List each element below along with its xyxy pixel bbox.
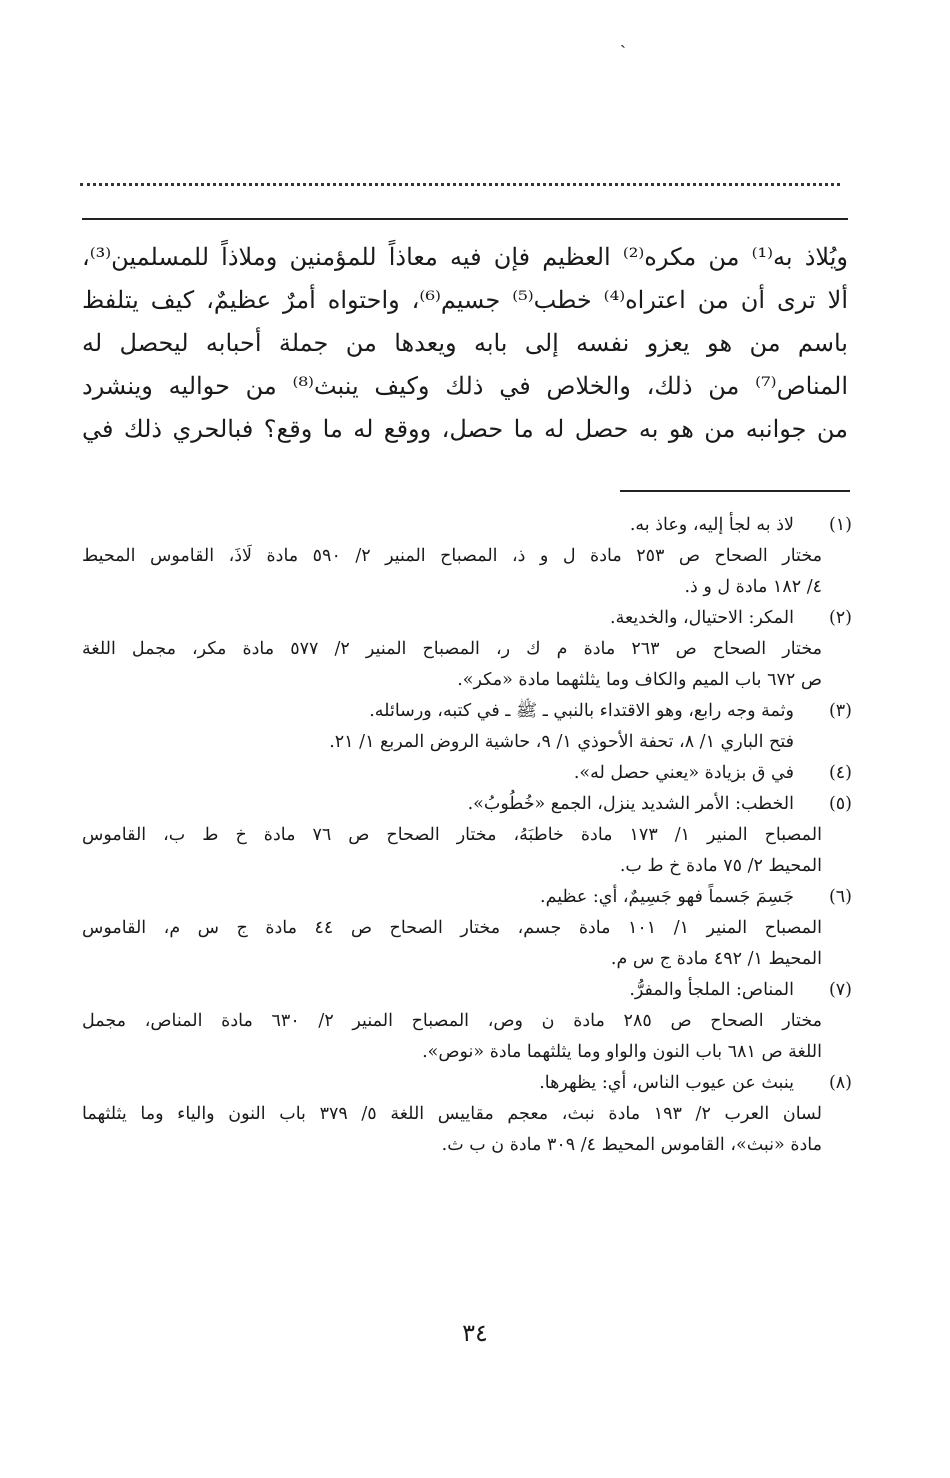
footnote-definition-text: ينبث عن عيوب الناس، أي: يظهرها. <box>539 1073 794 1093</box>
footnote-8 <box>82 1068 852 1161</box>
footnote-definition-text: المكر: الاحتيال، والخديعة. <box>610 608 794 628</box>
dotted-separator <box>80 170 840 186</box>
footnote-definition-text: المناص: الملجأ والمفرُّ. <box>629 980 794 1000</box>
footnote-source-line: المصباح المنير ١/ ١٠١ مادة جسم، مختار الصحاح ص ٤٤ مادة ج س م، القاموس <box>82 918 822 938</box>
footnote-source-line: المصباح المنير ١/ ١٧٣ مادة خاطبَهُ، مختار الصحاح ص ٧٦ مادة خ ط ب، القاموس <box>82 825 822 845</box>
footnote-source-line: ٤/ ١٨٢ مادة ل و ذ. <box>684 577 822 597</box>
footnote-definition-text: الخطب: الأمر الشديد ينزل، الجمع «خُطُوبُ». <box>467 794 794 814</box>
footnote-definition-text: وثمة وجه رابع، وهو الاقتداء بالنبي ـ ﷺ ـ في كتبه، ورسائله. <box>369 701 794 721</box>
footnote-definition <box>82 1068 852 1099</box>
footnote-source-line: ص ٦٧٢ باب الميم والكاف وما يثلثهما مادة «مكر». <box>457 670 822 690</box>
footnote-5 <box>82 789 852 882</box>
footnote-2 <box>82 603 852 696</box>
footnote-definition <box>82 696 852 727</box>
footnote-source-line: لسان العرب ٢/ ١٩٣ مادة نبث، معجم مقاييس اللغة ٥/ ٣٧٩ باب النون والياء وما يثلثهما <box>82 1104 822 1124</box>
footnote-source-line: مختار الصحاح ص ٢٨٥ مادة ن وص، المصباح المنير ٢/ ٦٣٠ مادة المناص، مجمل <box>82 1011 822 1031</box>
page-number: ٣٤ <box>462 1319 488 1347</box>
footnote-definition-text: جَسِمَ جَسماً فهو جَسِيمٌ، أي: عظيم. <box>540 887 794 907</box>
footnote-number: (٦) <box>828 887 852 907</box>
footnote-source-line: المحيط ٢/ ٧٥ مادة خ ط ب. <box>619 856 822 876</box>
footnote-number: (٤) <box>828 763 852 783</box>
footnote-definition <box>82 789 852 820</box>
main-text-line: من جوانبه من هو به حصل له ما حصل، ووقع له ما وقع؟ فبالحري ذلك في <box>82 415 848 443</box>
footnote-source-line: اللغة ص ٦٨١ باب النون والواو وما يثلثهما مادة «نوص». <box>422 1042 822 1062</box>
footnote-number: (٨) <box>828 1073 852 1093</box>
footnote-number: (٥) <box>828 794 852 814</box>
main-text <box>82 236 848 451</box>
footnote-source-line: فتح الباري ١/ ٨، تحفة الأحوذي ١/ ٩، حاشية الروض المربع ١/ ٢١. <box>329 732 794 752</box>
footnote-1 <box>82 510 852 603</box>
footnote-definition <box>82 882 852 913</box>
header-rule <box>82 218 848 220</box>
footnote-3 <box>82 696 852 758</box>
footnote-number: (٣) <box>828 701 852 721</box>
footnote-definition-text: في ق بزيادة «يعني حصل له». <box>573 763 794 783</box>
footnote-definition <box>82 603 852 634</box>
footnote-6 <box>82 882 852 975</box>
footnote-4 <box>82 758 852 789</box>
footnote-number: (٧) <box>828 980 852 1000</box>
footnotes <box>82 510 852 1161</box>
main-text-line: المناص⁽⁷⁾ من ذلك، والخلاص في ذلك وكيف ينبث⁽⁸⁾ من حواليه وينشرد <box>82 372 848 400</box>
footnote-7 <box>82 975 852 1068</box>
footnote-source-line: المحيط ١/ ٤٩٢ مادة ج س م. <box>610 949 822 969</box>
footnote-definition <box>82 975 852 1006</box>
footnote-number: (١) <box>828 515 852 535</box>
footnote-definition <box>82 510 852 541</box>
main-text-line: ألا ترى أن من اعتراه⁽⁴⁾ خطب⁽⁵⁾ جسيم⁽⁶⁾، واحتواه أمرٌ عظيمٌ، كيف يتلفظ <box>82 286 848 314</box>
footnote-source-line: مختار الصحاح ص ٢٦٣ مادة م ك ر، المصباح المنير ٢/ ٥٧٧ مادة مكر، مجمل اللغة <box>82 639 822 659</box>
main-text-line: باسم من هو يعزو نفسه إلى بابه ويعدها من جملة أحبابه ليحصل له <box>82 329 848 357</box>
main-text-line: ويُلاذ به⁽¹⁾ من مكره⁽²⁾ العظيم فإن فيه معاذاً للمؤمنين وملاذاً للمسلمين⁽³⁾، <box>82 243 848 271</box>
footnote-definition <box>82 758 852 789</box>
top-mark: ˎ <box>620 28 626 49</box>
footnote-rule <box>620 490 850 492</box>
footnote-definition-text: لاذ به لجأ إليه، وعاذ به. <box>629 515 794 535</box>
footnote-source-line: مادة «نبث»، القاموس المحيط ٤/ ٣٠٩ مادة ن ب ث. <box>441 1135 822 1155</box>
footnote-source-line: مختار الصحاح ص ٢٥٣ مادة ل و ذ، المصباح المنير ٢/ ٥٩٠ مادة لَاذَ، القاموس المحيط <box>82 546 823 566</box>
footnote-number: (٢) <box>828 608 852 628</box>
